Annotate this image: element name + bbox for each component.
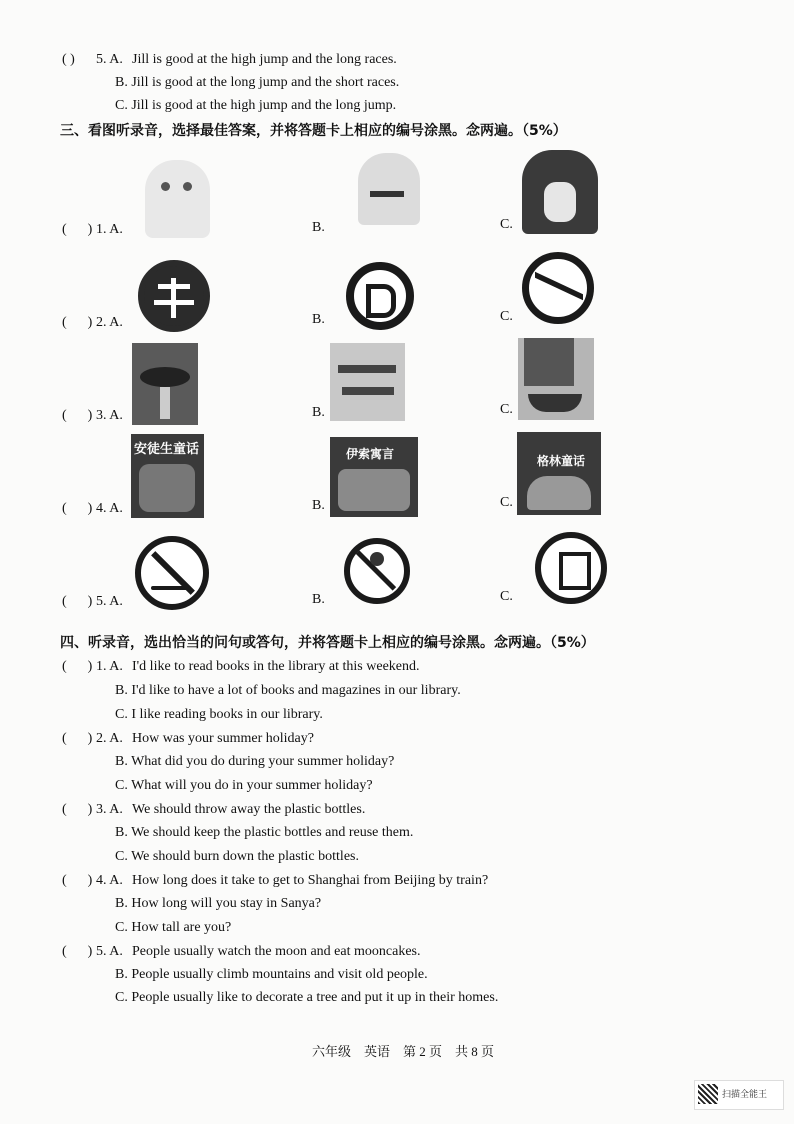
qr-code-icon bbox=[698, 1084, 718, 1104]
metro-logo-c bbox=[522, 252, 594, 324]
answer-paren: ( ) bbox=[62, 501, 93, 516]
option-a: How was your summer holiday? bbox=[132, 731, 314, 746]
option-a: I'd like to read books in the library at this weekend. bbox=[132, 659, 420, 674]
answer-paren: ( ) bbox=[62, 659, 93, 674]
option-b: B. I'd like to have a lot of books and magazines in our library. bbox=[115, 683, 461, 698]
question-number: 2. A. bbox=[96, 315, 123, 330]
option-c: C. I like reading books in our library. bbox=[115, 707, 323, 722]
page-footer: 六年级 英语 第 2 页 共 8 页 bbox=[312, 1044, 495, 1059]
question-number: 5. A. bbox=[96, 594, 123, 609]
option-c-label: C. bbox=[500, 495, 513, 510]
option-b-label: B. bbox=[312, 220, 325, 235]
answer-paren: ( ) bbox=[62, 222, 93, 237]
option-c: C. We should burn down the plastic bottles. bbox=[115, 849, 359, 864]
question-number: 1. A. bbox=[96, 222, 123, 237]
book-cover-b bbox=[330, 437, 418, 517]
option-a: People usually watch the moon and eat mooncakes. bbox=[132, 944, 421, 959]
option-c: C. People usually like to decorate a tree and put it up in their homes. bbox=[115, 990, 499, 1005]
metro-logo-b bbox=[346, 262, 414, 330]
watermark-text: 扫描全能王 bbox=[722, 1090, 768, 1100]
answer-paren: ( ) bbox=[62, 594, 93, 609]
option-a: Jill is good at the high jump and the long races. bbox=[132, 52, 397, 67]
question-number: 4. A. bbox=[96, 873, 123, 888]
question-number: 1. A. bbox=[96, 659, 123, 674]
no-swimming-sign bbox=[135, 536, 209, 610]
answer-paren: ( ) bbox=[62, 802, 93, 817]
recycling-sign bbox=[535, 532, 607, 604]
option-c: C. How tall are you? bbox=[115, 920, 232, 935]
question-number: 4. A. bbox=[96, 501, 123, 516]
metro-logo-a bbox=[138, 260, 210, 332]
cat-picture-a bbox=[145, 160, 210, 238]
question-number: 2. A. bbox=[96, 731, 123, 746]
option-b: B. We should keep the plastic bottles and reuse them. bbox=[115, 825, 414, 840]
answer-paren: ( ) bbox=[62, 315, 93, 330]
lantern-picture-a bbox=[132, 343, 198, 425]
book-cover-a bbox=[131, 434, 204, 518]
option-b: B. People usually climb mountains and visit old people. bbox=[115, 967, 428, 982]
book-title-b: 伊索寓言 bbox=[346, 447, 395, 461]
answer-paren: ( ) bbox=[62, 873, 93, 888]
section-4-heading: 四、听录音，选出恰当的问句或答句，并将答题卡上相应的编号涂黑。念两遍。（5%） bbox=[60, 635, 595, 651]
option-b: B. How long will you stay in Sanya? bbox=[115, 896, 322, 911]
answer-paren: ( ) bbox=[62, 408, 93, 423]
option-b-label: B. bbox=[312, 592, 325, 607]
cat-picture-c bbox=[522, 150, 598, 234]
option-c: C. Jill is good at the high jump and the long jump. bbox=[115, 98, 397, 113]
book-title-a: 安徒生童话 bbox=[134, 442, 200, 457]
option-c: C. What will you do in your summer holiday? bbox=[115, 778, 373, 793]
option-c-label: C. bbox=[500, 217, 513, 232]
plane-model-picture-b bbox=[330, 343, 405, 421]
option-c-label: C. bbox=[500, 402, 513, 417]
question-number: 5. A. bbox=[96, 944, 123, 959]
no-picking-flowers-sign bbox=[344, 538, 410, 604]
question-number: 3. A. bbox=[96, 802, 123, 817]
option-a: How long does it take to get to Shanghai from Beijing by train? bbox=[132, 873, 489, 888]
question-number: 5. A. bbox=[96, 52, 123, 67]
scanner-watermark bbox=[694, 1080, 784, 1110]
question-number: 3. A. bbox=[96, 408, 123, 423]
section-3-heading: 三、看图听录音，选择最佳答案，并将答题卡上相应的编号涂黑。念两遍。（5%） bbox=[60, 123, 567, 139]
option-c-label: C. bbox=[500, 309, 513, 324]
option-b-label: B. bbox=[312, 312, 325, 327]
answer-paren: ( ) bbox=[62, 944, 93, 959]
option-b-label: B. bbox=[312, 498, 325, 513]
option-b-label: B. bbox=[312, 405, 325, 420]
boat-model-picture-c bbox=[518, 338, 594, 420]
option-c-label: C. bbox=[500, 589, 513, 604]
option-b: B. Jill is good at the long jump and the short races. bbox=[115, 75, 400, 90]
answer-paren: ( ) bbox=[62, 52, 75, 67]
cat-picture-b bbox=[358, 153, 420, 225]
book-cover-c bbox=[517, 432, 601, 515]
answer-paren: ( ) bbox=[62, 731, 93, 746]
option-b: B. What did you do during your summer holiday? bbox=[115, 754, 395, 769]
book-title-c: 格林童话 bbox=[537, 454, 586, 468]
option-a: We should throw away the plastic bottles. bbox=[132, 802, 366, 817]
